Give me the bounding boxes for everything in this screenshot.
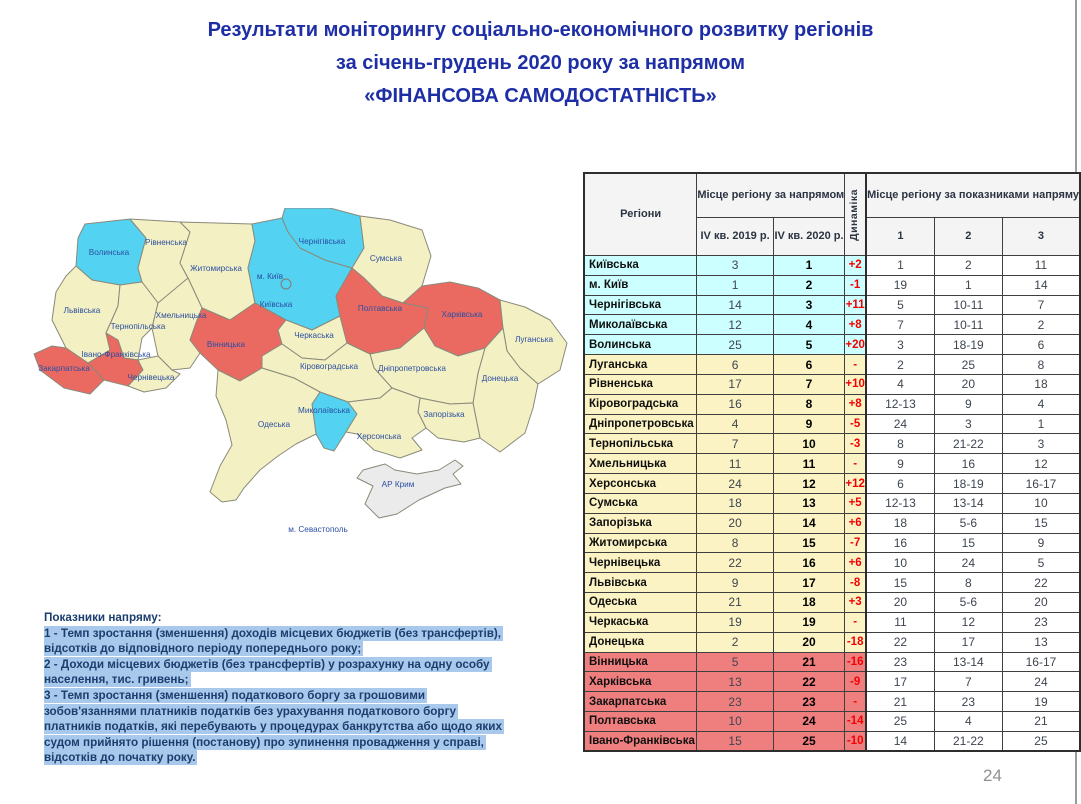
- map-label-sevastopol: м. Севастополь: [288, 525, 348, 534]
- table-row: Одеська 21 18 +3 20 5-6 20: [584, 593, 1080, 613]
- notes-line: 3 - Темп зростання (зменшення) податкового боргу за грошовими: [44, 688, 426, 702]
- map-label-cherkasy: Черкаська: [294, 331, 334, 340]
- header-q4-2020: IV кв. 2020 р.: [773, 218, 844, 256]
- map-label-ternopil: Тернопільська: [110, 322, 166, 331]
- table-row: Харківська 13 22 -9 17 7 24: [584, 672, 1080, 692]
- map-region-zaporizhzhia: [418, 398, 480, 442]
- map-label-kharkiv: Харківська: [441, 310, 483, 319]
- flag-divider: [40, 126, 1042, 141]
- map-region-crimea: [357, 460, 463, 518]
- flag-blue-stripe: [40, 126, 1042, 134]
- map-label-kherson: Херсонська: [356, 432, 402, 441]
- map-label-zaporizhzhia: Запорізька: [423, 410, 465, 419]
- table-row: Полтавська 10 24 -14 25 4 21: [584, 712, 1080, 732]
- map-label-sumy: Сумська: [369, 254, 403, 263]
- table-row: Чернівецька 22 16 +6 10 24 5: [584, 553, 1080, 573]
- table-row: м. Київ 1 2 -1 19 1 14: [584, 275, 1080, 295]
- header-place-direction: Місце регіону за напрямом: [697, 173, 845, 218]
- title-line-3: «ФІНАНСОВА САМОДОСТАТНІСТЬ»: [364, 85, 717, 107]
- header-q4-2019: IV кв. 2019 р.: [697, 218, 774, 256]
- map-label-kyiv-city: м. Київ: [256, 272, 284, 281]
- map-label-crimea: АР Крим: [381, 480, 415, 489]
- map-label-lviv: Львівська: [63, 306, 101, 315]
- table-row: Закарпатська 23 23 - 21 23 19: [584, 692, 1080, 712]
- map-label-zakarpattia: Закарпатська: [38, 364, 90, 373]
- table-row: Вінницька 5 21 -16 23 13-14 16-17: [584, 652, 1080, 672]
- notes-line: населення, тис. гривень;: [44, 673, 189, 687]
- map-label-mykolaiv: Миколаївська: [298, 406, 350, 415]
- table-header: [584, 173, 1080, 256]
- table-row: Івано-Франківська 15 25 -10 14 21-22 25: [584, 731, 1080, 751]
- map-region-odesa: [210, 368, 320, 502]
- slide-title: [0, 14, 1081, 113]
- map-label-kirovohrad: Кіровоградська: [299, 362, 359, 371]
- table-row: Хмельницька 11 11 - 9 16 12: [584, 454, 1080, 474]
- header-place-indicators: Місце регіону за показниками напряму: [866, 173, 1080, 218]
- map-label-ivano-frankivsk: Івано-Франківська: [81, 350, 151, 359]
- map-label-vinnytsia: Вінницька: [206, 340, 246, 349]
- table-row: Житомирська 8 15 -7 16 15 9: [584, 533, 1080, 553]
- table-row: Чернігівська 14 3 +11 5 10-11 7: [584, 295, 1080, 315]
- table-row: Кіровоградська 16 8 +8 12-13 9 4: [584, 394, 1080, 414]
- notes-line: платників податків, які перебувають у процедурах банкрутства або щодо яких: [44, 720, 502, 734]
- flag-yellow-stripe: [40, 134, 1042, 141]
- table-row: Львівська 9 17 -8 15 8 22: [584, 573, 1080, 593]
- table-row: Запорізька 20 14 +6 18 5-6 15: [584, 513, 1080, 533]
- table-row: Тернопільська 7 10 -3 8 21-22 3: [584, 434, 1080, 454]
- map-label-poltava: Полтавська: [357, 304, 403, 313]
- map-label-zhytomyr: Житомирська: [190, 264, 242, 273]
- table-row: Дніпропетровська 4 9 -5 24 3 1: [584, 414, 1080, 434]
- notes-line: 1 - Темп зростання (зменшення) доходів місцевих бюджетів (без трансфертів),: [44, 626, 502, 640]
- notes-line: відсотків до початку року.: [44, 751, 196, 765]
- table-row: Волинська 25 5 +20 3 18-19 6: [584, 335, 1080, 355]
- table-row: Луганська 6 6 - 2 25 8: [584, 355, 1080, 375]
- title-line-1: Результати моніторингу соціально-економічного розвитку регіонів: [207, 19, 874, 41]
- table-row: Донецька 2 20 -18 22 17 13: [584, 632, 1080, 652]
- notes-line: відсотків до відповідного періоду попереднього року;: [44, 642, 362, 656]
- header-indicator-3: 3: [1002, 218, 1080, 256]
- indicator-notes: [44, 610, 589, 766]
- region-ranking-table: [583, 172, 1081, 752]
- table-row: Київська 3 1 +2 1 2 11: [584, 256, 1080, 276]
- table-row: Миколаївська 12 4 +8 7 10-11 2: [584, 315, 1080, 335]
- notes-line: зобов'язаннями платників податків без урахування податкового боргу: [44, 704, 456, 718]
- title-line-2: за січень-грудень 2020 року за напрямом: [335, 52, 746, 74]
- notes-heading: Показники напряму:: [44, 611, 162, 624]
- map-label-volyn: Волинська: [88, 248, 130, 257]
- map-label-chernivtsi: Чернівецька: [127, 373, 175, 382]
- ukraine-map: [30, 208, 582, 552]
- map-label-rivne: Рівненська: [145, 238, 187, 247]
- map-label-dnipro: Дніпропетровська: [378, 364, 446, 373]
- map-label-odesa: Одеська: [257, 420, 291, 429]
- header-dynamics: Динаміка: [845, 173, 866, 256]
- map-label-kyiv-obl: Київська: [259, 300, 293, 309]
- header-indicator-1: 1: [866, 218, 934, 256]
- header-regions: Регіони: [584, 173, 697, 256]
- table-row: Рівненська 17 7 +10 4 20 18: [584, 374, 1080, 394]
- map-label-khmelnytskyi: Хмельницька: [155, 311, 207, 320]
- map-label-luhansk: Луганська: [514, 335, 554, 344]
- table-row: Черкаська 19 19 - 11 12 23: [584, 612, 1080, 632]
- page-number: 24: [983, 766, 1002, 785]
- map-label-chernihiv: Чернігівська: [298, 237, 346, 246]
- map-label-donetsk: Донецька: [481, 374, 519, 383]
- table-row: Херсонська 24 12 +12 6 18-19 16-17: [584, 474, 1080, 494]
- header-indicator-2: 2: [934, 218, 1002, 256]
- table-row: Сумська 18 13 +5 12-13 13-14 10: [584, 493, 1080, 513]
- notes-line: судом прийнято рішення (постанову) про зупинення провадження у справі,: [44, 735, 484, 749]
- notes-line: 2 - Доходи місцевих бюджетів (без трансфертів) у розрахунку на одну особу: [44, 657, 490, 671]
- notes-lines: [44, 626, 589, 766]
- region-table-body: [584, 256, 1080, 752]
